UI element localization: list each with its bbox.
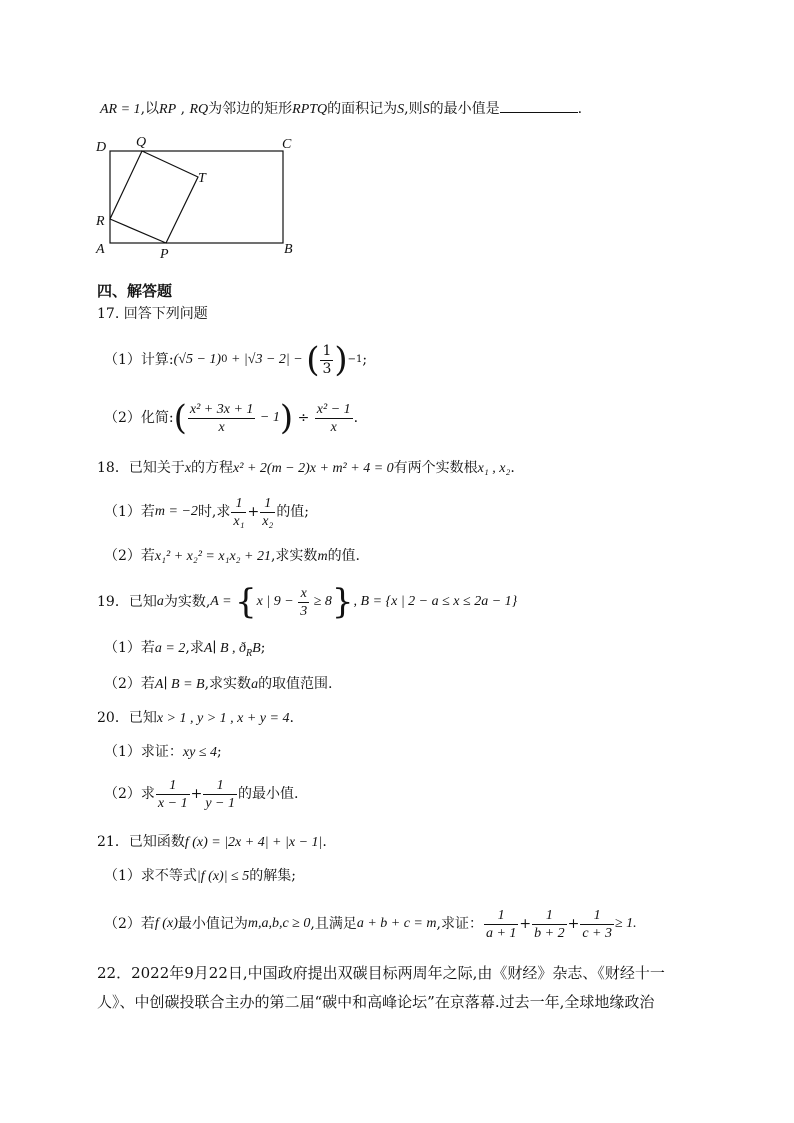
paren-close: ) xyxy=(334,340,348,380)
var-rptq: RPTQ xyxy=(292,102,328,117)
math: a = 2 xyxy=(154,641,186,656)
math: − 1 xyxy=(256,410,280,425)
text: ,求实数 xyxy=(204,676,252,692)
paren-open: ( xyxy=(306,340,320,380)
text: 的值. xyxy=(327,548,361,564)
q20-part1 xyxy=(104,742,222,763)
fraction xyxy=(532,907,566,942)
math: |f (x)| ≤ 5 xyxy=(196,869,250,884)
text: ,求证： xyxy=(436,916,483,932)
denominator: x₁ xyxy=(233,513,245,529)
part-label: （2）若 xyxy=(104,916,155,932)
math-exponent: −1 xyxy=(347,354,363,365)
numerator: 1 xyxy=(484,907,518,925)
fraction xyxy=(203,777,237,812)
numerator: 1 xyxy=(156,777,190,795)
var: m xyxy=(317,549,328,564)
denominator: c + 3 xyxy=(582,925,612,941)
math: A = xyxy=(210,594,236,609)
fraction xyxy=(231,495,246,530)
fraction xyxy=(260,495,275,530)
q21-stem xyxy=(97,832,327,853)
part-label: （1）求证： xyxy=(104,744,183,760)
math: x₁² + x₂² = x₁x₂ + 21 xyxy=(154,549,271,564)
math: x₁ , x₂ xyxy=(477,461,511,476)
brace-close: } xyxy=(331,582,354,622)
section-title: 四、解答题 xyxy=(97,282,173,300)
text: 有两个实数根 xyxy=(393,460,478,476)
label-a: A xyxy=(96,242,105,257)
denominator: a + 1 xyxy=(485,925,517,941)
q21-part2 xyxy=(104,902,637,946)
rectangle-rptq xyxy=(110,151,198,243)
text: 19．已知 xyxy=(97,594,157,610)
numerator: x² + 3x + 1 xyxy=(189,401,254,417)
text: ; xyxy=(217,744,222,760)
q20-part2 xyxy=(104,772,298,816)
math: x > 1 , y > 1 , x + y = 4 xyxy=(156,711,290,726)
label-p: P xyxy=(160,247,169,262)
text: ,求 xyxy=(185,640,204,656)
var-s: S xyxy=(422,102,430,117)
var-rq: RQ xyxy=(189,102,209,117)
text: 的值; xyxy=(276,504,310,520)
var-s: S xyxy=(397,102,405,117)
denominator: x − 1 xyxy=(157,795,188,811)
fraction xyxy=(580,907,614,942)
var: x xyxy=(184,461,192,476)
q17-stem: 17. 回答下列问题 xyxy=(97,306,208,322)
text: 为实数, xyxy=(163,594,211,610)
text: 18．已知关于 xyxy=(97,460,185,476)
q18-part1 xyxy=(104,490,309,534)
q19-part1 xyxy=(104,638,265,664)
part-label: （1）若 xyxy=(104,640,155,656)
math: x² + 2(m − 2)x + m² + 4 = 0 xyxy=(233,461,394,476)
numerator: 1 xyxy=(322,342,332,359)
text: ; xyxy=(260,640,266,656)
math-subscript: R xyxy=(246,648,253,659)
label-c: C xyxy=(282,137,292,152)
label-t: T xyxy=(198,171,206,186)
q16-tail-line xyxy=(100,98,582,120)
paren-close: ) xyxy=(279,398,294,438)
text: . xyxy=(322,834,327,850)
math: a + b + c = m xyxy=(356,916,437,931)
q20-stem xyxy=(97,708,294,729)
denominator: x₂ xyxy=(262,513,274,529)
part-label: （1）求不等式 xyxy=(104,868,197,884)
q22-line1: 22．2022年9月22日,中国政府提出双碳目标两周年之际,由《财经》杂志、《财经十一 xyxy=(97,964,665,982)
part-label: （1）计算: xyxy=(104,352,174,368)
q18-part2 xyxy=(104,546,360,567)
math: ≥ 8 xyxy=(310,594,332,609)
numerator: x² − 1 xyxy=(316,401,351,417)
text: 为邻边的矩形 xyxy=(208,101,293,117)
text: ,求实数 xyxy=(270,548,318,564)
math: f (x) xyxy=(154,916,178,931)
fraction xyxy=(156,777,190,812)
text: 的取值范围. xyxy=(258,676,333,692)
denominator: 3 xyxy=(300,603,308,619)
text: . xyxy=(510,460,515,476)
text: , xyxy=(176,101,190,117)
paren-open: ( xyxy=(173,398,187,438)
q17-part1 xyxy=(104,338,367,382)
label-q: Q xyxy=(136,135,147,150)
answer-blank xyxy=(500,98,578,113)
math: f (x) = |2x + 4| + |x − 1| xyxy=(184,835,323,850)
var: B xyxy=(252,641,261,656)
math: + xyxy=(519,916,532,932)
text: ,则 xyxy=(404,101,423,117)
math: A∣ B = B xyxy=(154,677,205,692)
part-label: （2）若 xyxy=(104,548,155,564)
fraction xyxy=(484,907,518,942)
part-label: （1）若 xyxy=(104,504,155,520)
text: 最小值记为 xyxy=(177,916,248,932)
label-r: R xyxy=(96,214,105,229)
math-exponent: 0 xyxy=(221,354,228,365)
var-rp: RP xyxy=(159,102,177,117)
fraction xyxy=(298,585,309,620)
math: ≥ 1. xyxy=(615,916,637,931)
brace-open: { xyxy=(235,582,257,622)
text: . xyxy=(577,101,583,117)
math: m = −2 xyxy=(154,504,198,519)
text: ; xyxy=(362,352,368,368)
label-b: B xyxy=(284,242,293,257)
rectangle-figure xyxy=(92,133,322,263)
math: + xyxy=(190,786,203,802)
numerator: 1 xyxy=(532,907,566,925)
denominator: 3 xyxy=(322,360,332,377)
var: a xyxy=(251,677,259,692)
numerator: 1 xyxy=(203,777,237,795)
text: 的解集; xyxy=(249,868,296,884)
text: 的方程 xyxy=(191,460,234,476)
math: + xyxy=(567,916,580,932)
fraction xyxy=(315,401,353,436)
text: ,且满足 xyxy=(310,916,357,932)
q22-line2: 人》、中创碳投联合主办的第二届“碳中和高峰论坛”在京落幕.过去一年,全球地缘政治 xyxy=(97,993,655,1011)
label-d: D xyxy=(96,140,107,155)
numerator: 1 xyxy=(231,495,246,513)
denominator: x xyxy=(218,419,225,435)
numerator: 1 xyxy=(260,495,275,513)
math: , B = {x | 2 − a ≤ x ≤ 2a − 1} xyxy=(353,594,518,609)
part-label: （2）求 xyxy=(104,786,155,802)
math: A∣ B , ð xyxy=(203,641,247,656)
q19-stem xyxy=(97,582,517,622)
q18-stem xyxy=(97,458,515,479)
denominator: b + 2 xyxy=(534,925,565,941)
fraction xyxy=(188,401,256,436)
text: 21．已知函数 xyxy=(97,834,185,850)
denominator: y − 1 xyxy=(205,795,235,811)
text: 的最小值是 xyxy=(429,101,500,117)
math: + xyxy=(247,504,260,520)
denominator: x xyxy=(330,419,337,435)
math: xy ≤ 4 xyxy=(182,745,218,760)
text: 时,求 xyxy=(197,504,231,520)
math: ÷ xyxy=(293,410,314,426)
q21-part1 xyxy=(104,866,296,887)
part-label: （2）化简: xyxy=(104,410,174,426)
text: 的面积记为 xyxy=(327,101,398,117)
math: (√5 − 1) xyxy=(173,352,222,367)
q17-part2 xyxy=(104,396,358,440)
math: + |√3 − 2| − xyxy=(227,352,307,367)
var: a xyxy=(156,594,164,609)
ar-equation: AR = 1 xyxy=(100,102,141,117)
text: . xyxy=(289,710,294,726)
fraction-one-third xyxy=(320,343,333,378)
numerator: 1 xyxy=(580,907,614,925)
text: . xyxy=(353,410,359,426)
math: m,a,b,c ≥ 0 xyxy=(247,916,311,931)
part-label: （2）若 xyxy=(104,676,155,692)
q19-part2 xyxy=(104,674,333,695)
math: x | 9 − xyxy=(256,594,298,609)
numerator: x xyxy=(298,585,309,603)
text: 的最小值. xyxy=(238,786,299,802)
text: 20．已知 xyxy=(97,710,157,726)
text: ,以 xyxy=(140,101,160,117)
